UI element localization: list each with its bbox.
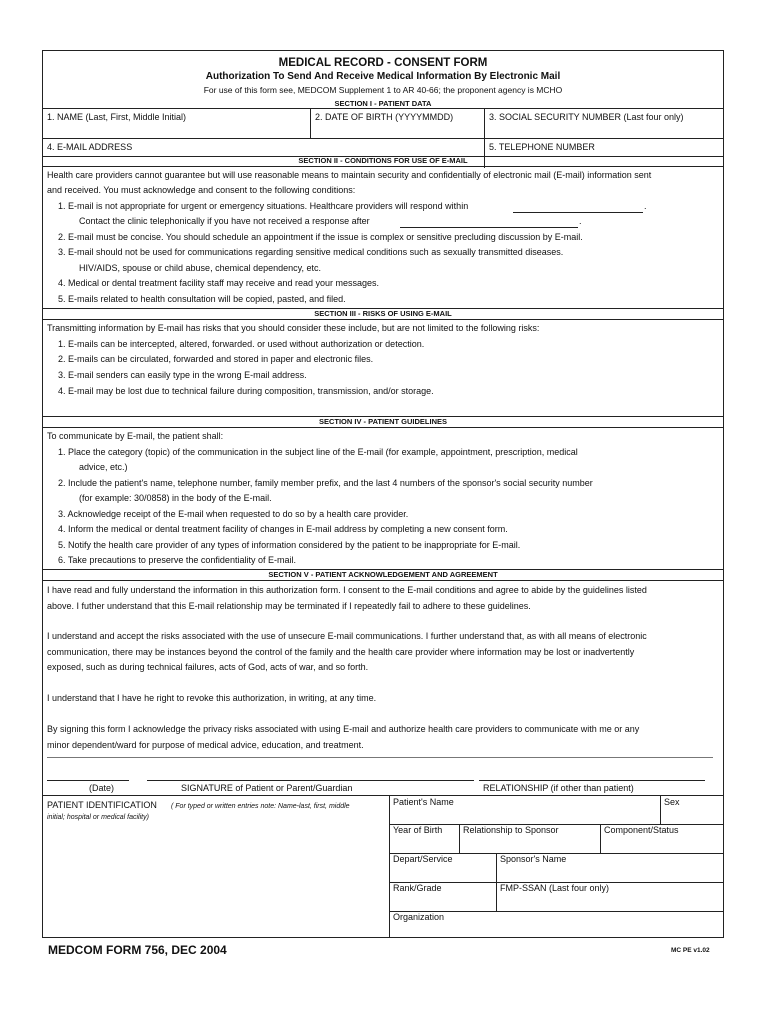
consent-form: MEDICAL RECORD - CONSENT FORM Authorization To Send And Receive Medical Information By Electronic Mail For use of this form see, MEDCOM Supplement 1 to AR 40-66; the proponent agency is MCHO SECTION I - PATIENT DATA 1. NAME (Last, First, Middle Initial) 2. DATE OF BIRTH (YYYYMMDD) 3. SOCIAL SECURITY NUMBER (Last four only) 4. E-MAIL ADDRESS 5. TELEPHONE NUMBER SECTION II - CONDITIONS FOR USE OF E-MAIL Health care providers cannot guarantee but will use reasonable means to maintain security and confidentially of electronic mail (E-mail) information sent and received. You must acknowledge and consent to the following conditions: 1. E-mail is not appropriate for urgent or emergency situations. Healthcare providers will respond within . Contact the clinic telephonically if you have not received a response after . 2. E-mail must be concise. You should schedule an appointment if the issue is complex or sensitive precluding discussion by E-mail. 3. E-mail should not be used for communications regarding sensitive medical conditions such as sexually transmitted diseases. HIV/AIDS, spouse or child abuse, chemical dependency, etc. 4. Medical or dental treatment facility staff may receive and read your messages. 5. E-mails related to health consultation will be copied, pasted, and filed. SECTION III - RISKS OF USING E-MAIL Transmitting information by E-mail has risks that you should consider these include, but are not limited to the following risks: 1. E-mails can be intercepted, altered, forwarded. or used without authorization or detection. 2. E-mails can be circulated, forwarded and stored in paper and electronic files. 3. E-mail senders can easily type in the wrong E-mail address. 4. E-mail may be lost due to technical failure during composition, transmission, and/or storage. SECTION IV - PATIENT GUIDELINES To communicate by E-mail, the patient shall: 1. Place the category (topic) of the communication in the subject line of the E-mail (for example, appointment, prescription, medical advice, etc.) 2. Include the patient's name, telephone number, family member prefix, and the last 4 numbers of the sponsor's social security number (for example: 30/0858) in the body of the E-mail. 3. Acknowledge receipt of the E-mail when requested to do so by a health care provider. 4. Inform the medical or dental treatment facility of changes in E-mail address by completing a new consent form. 5. Notify the health care provider of any types of information considered by the patient to be inappropriate for E-mail. 6. Take precautions to preserve the confidentiality of E-mail. SECTION V - PATIENT ACKNOWLEDGEMENT AND AGREEMENT I have read and fully understand the information in this authorization form. I consent to the E-mail conditions and agree to abide by the guidelines listed above. I futher understand that this E-mail relationship may be terminated if I repeatedly fail to adhere to these guidelines. I understand and accept the risks associated with the use of unsecure E-mail communications. I further understand that, as with all means of electronic communication, there may be instances beyond the control of the family and the health care provider where information may be lost or inadvertently exposed, such as during technical failures, acts of God, acts of war, and so forth. I understand that I have he right to revoke this authorization, in writing, at any time. By signing this form I acknowledge the privacy risks associated with using E-mail and authorize health care providers to communicate with me or any minor dependent/ward for purpose of medical advice, education, and treatment. (Date) SIGNATURE of Patient or Parent/Guardian RELATIONSHIP (if other than patient) PATIENT IDENTIFICATION ( For typed or written entries note: Name-last, first, middle initial; hospital or medical facility) Patient's Name Sex Year of Birth Relationship to Sponsor Component/Status Depart/Service Sponsor's Name Rank/Grade FMP-SSAN (Last four only) Organization xyxy=(42,50,724,938)
s4-item-2b: (for example: 30/0858) in the body of the E-mail. xyxy=(79,493,272,503)
s3-item-3: 3. E-mail senders can easily type in the wrong E-mail address. xyxy=(58,370,307,380)
s3-item-4: 4. E-mail may be lost due to technical failure during composition, transmission, and/or storage. xyxy=(58,386,434,396)
s5-p2-b: communication, there may be instances beyond the control of the family and the health care provider where information may be lost or inadvertently xyxy=(47,647,635,657)
relationship-label: RELATIONSHIP (if other than patient) xyxy=(483,783,634,793)
s4-item-5: 5. Notify the health care provider of any types of information considered by the patient to be inappropriate for E-mail. xyxy=(58,540,521,550)
section-4-heading: SECTION IV - PATIENT GUIDELINES xyxy=(318,417,448,426)
dob-label: 2. DATE OF BIRTH (YYYYMMDD) xyxy=(315,112,454,122)
s4-item-4: 4. Inform the medical or dental treatment facility of changes in E-mail address by completing a new consent form. xyxy=(58,524,508,534)
patient-id-label: PATIENT IDENTIFICATION xyxy=(47,800,157,810)
s5-p2-a: I understand and accept the risks associated with the use of unsecure E-mail communications. I further understand that, as with all means of electronic xyxy=(47,631,647,641)
s2-intro-2: and received. You must acknowledge and consent to the following conditions: xyxy=(47,185,356,195)
section-1-heading: SECTION I - PATIENT DATA xyxy=(334,99,432,108)
patients-name-label: Patient's Name xyxy=(393,797,454,807)
s4-item-1b: advice, etc.) xyxy=(79,462,128,472)
form-subtitle: Authorization To Send And Receive Medical Information By Electronic Mail xyxy=(205,71,561,82)
no-response-time-field[interactable] xyxy=(400,227,578,228)
year-of-birth-label: Year of Birth xyxy=(393,825,443,835)
section-3-heading: SECTION III - RISKS OF USING E-MAIL xyxy=(314,309,452,318)
s5-p4-a: By signing this form I acknowledge the privacy risks associated with using E-mail and authorize health care providers to communicate with me or any xyxy=(47,724,640,734)
patient-id-note-2: initial; hospital or medical facility) xyxy=(47,814,149,821)
s5-p1-b: above. I futher understand that this E-mail relationship may be terminated if I repeatedly fail to adhere to these guidelines. xyxy=(47,601,531,611)
patient-id-note-1: ( For typed or written entries note: Name-last, first, middle xyxy=(171,803,350,810)
s3-item-2: 2. E-mails can be circulated, forwarded and stored in paper and electronic files. xyxy=(58,354,374,364)
email-label: 4. E-MAIL ADDRESS xyxy=(47,142,133,152)
s3-intro: Transmitting information by E-mail has risks that you should consider these include, but are not limited to the following risks: xyxy=(47,323,540,333)
s2-item-2: 2. E-mail must be concise. You should schedule an appointment if the issue is complex or sensitive precluding discussion by E-mail. xyxy=(58,232,583,242)
s2-item-1: 1. E-mail is not appropriate for urgent or emergency situations. Healthcare providers will respond within xyxy=(58,201,469,211)
ssn-label: 3. SOCIAL SECURITY NUMBER (Last four only) xyxy=(489,112,684,122)
rank-grade-label: Rank/Grade xyxy=(393,883,442,893)
sponsors-name-label: Sponsor's Name xyxy=(500,854,567,864)
form-id: MEDCOM FORM 756, DEC 2004 xyxy=(48,943,227,957)
organization-label: Organization xyxy=(393,912,445,922)
s5-p4-b: minor dependent/ward for purpose of medical advice, education, and treatment. xyxy=(47,740,364,750)
s5-p3: I understand that I have he right to revoke this authorization, in writing, at any time. xyxy=(47,693,377,703)
s5-p2-c: exposed, such as during technical failures, acts of God, acts of war, and so forth. xyxy=(47,662,369,672)
relationship-to-sponsor-label: Relationship to Sponsor xyxy=(463,825,559,835)
phone-label: 5. TELEPHONE NUMBER xyxy=(489,142,595,152)
signature-field[interactable] xyxy=(147,780,474,781)
signature-label: SIGNATURE of Patient or Parent/Guardian xyxy=(181,783,353,793)
s4-item-6: 6. Take precautions to preserve the confidentiality of E-mail. xyxy=(58,555,296,565)
name-label: 1. NAME (Last, First, Middle Initial) xyxy=(47,112,187,122)
s4-intro: To communicate by E-mail, the patient shall: xyxy=(47,431,224,441)
s4-item-2: 2. Include the patient's name, telephone number, family member prefix, and the last 4 numbers of the sponsor's social security number xyxy=(58,478,593,488)
date-label: (Date) xyxy=(89,783,115,793)
s2-item-4: 4. Medical or dental treatment facility staff may receive and read your messages. xyxy=(58,278,379,288)
form-title: MEDICAL RECORD - CONSENT FORM xyxy=(278,57,488,69)
s5-p1-a: I have read and fully understand the information in this authorization form. I consent to the E-mail conditions and agree to abide by the guidelines listed xyxy=(47,585,647,595)
component-status-label: Component/Status xyxy=(604,825,679,835)
s2-intro-1: Health care providers cannot guarantee but will use reasonable means to maintain security and confidentially of electronic mail (E-mail) information sent xyxy=(47,170,652,180)
s2-item-5: 5. E-mails related to health consultation will be copied, pasted, and filed. xyxy=(58,294,346,304)
section-2-heading: SECTION II - CONDITIONS FOR USE OF E-MAIL xyxy=(298,156,468,165)
s2-item-3b: HIV/AIDS, spouse or child abuse, chemical dependency, etc. xyxy=(79,263,321,273)
s4-item-1: 1. Place the category (topic) of the communication in the subject line of the E-mail (for example, appointment, prescription, medical xyxy=(58,447,578,457)
response-time-field[interactable] xyxy=(513,212,643,213)
sex-label: Sex xyxy=(664,797,680,807)
form-version: MC PE v1.02 xyxy=(671,947,710,954)
depart-service-label: Depart/Service xyxy=(393,854,453,864)
date-field[interactable] xyxy=(47,780,129,781)
s2-item-1b: Contact the clinic telephonically if you have not received a response after xyxy=(79,216,370,226)
s4-item-3: 3. Acknowledge receipt of the E-mail when requested to do so by a health care provider. xyxy=(58,509,409,519)
fmp-ssan-label: FMP-SSAN (Last four only) xyxy=(500,883,610,893)
relationship-field[interactable] xyxy=(479,780,705,781)
form-usage: For use of this form see, MEDCOM Supplement 1 to AR 40-66; the proponent agency is MCHO xyxy=(203,85,563,95)
s2-item-3: 3. E-mail should not be used for communications regarding sensitive medical conditions such as sexually transmitted diseases. xyxy=(58,247,564,257)
s3-item-1: 1. E-mails can be intercepted, altered, forwarded. or used without authorization or detection. xyxy=(58,339,425,349)
section-5-heading: SECTION V - PATIENT ACKNOWLEDGEMENT AND AGREEMENT xyxy=(268,570,498,579)
